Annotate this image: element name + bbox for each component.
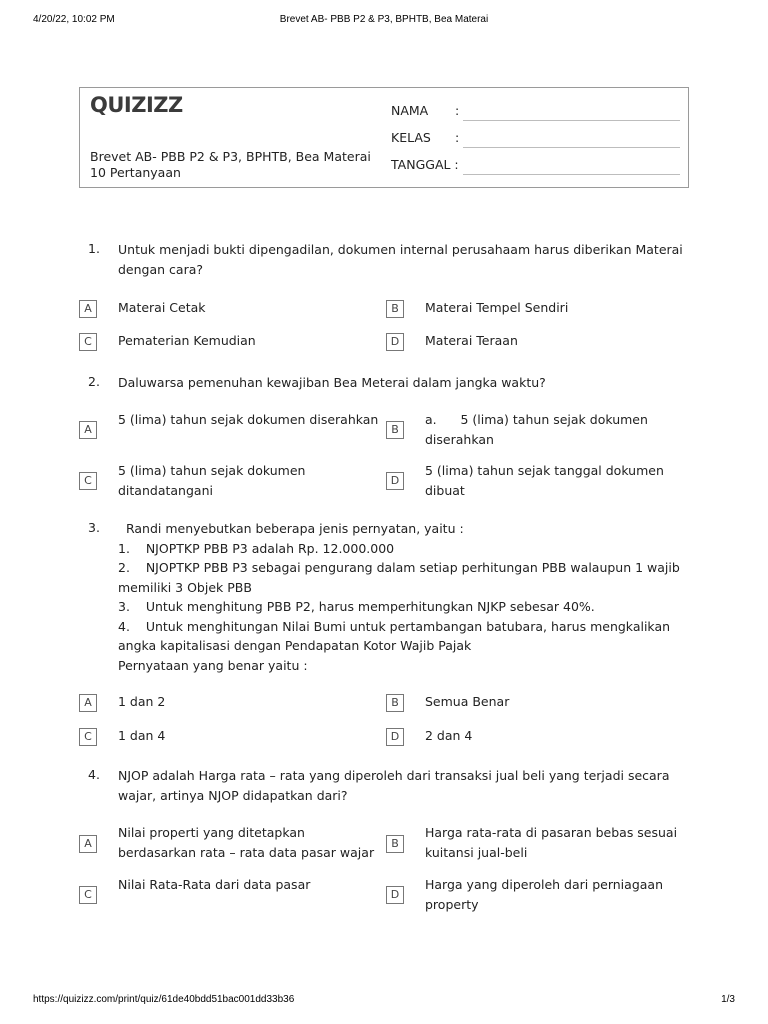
question-line: NJOP adalah Harga rata – rata yang diperoleh dari transaksi jual beli yang terjadi secara — [118, 768, 670, 783]
option-box-c[interactable]: C — [79, 472, 97, 490]
date-line[interactable] — [463, 174, 680, 175]
class-label: KELAS — [391, 130, 431, 145]
question-text — [118, 766, 693, 805]
option-text — [118, 875, 380, 895]
option-text — [118, 726, 378, 746]
name-line[interactable] — [463, 120, 680, 121]
question-line: 3. Untuk menghitung PBB P2, harus memperhitungkan NJKP sebesar 40%. — [118, 599, 595, 614]
question-line: Daluwarsa pemenuhan kewajiban Bea Meterai dalam jangka waktu? — [118, 375, 546, 390]
option-box-d[interactable]: D — [386, 886, 404, 904]
question-line: Randi menyebutkan beberapa jenis pernyatan, yaitu : — [118, 521, 464, 536]
question-number: 1. — [88, 241, 100, 256]
question-line: Untuk menjadi bukti dipengadilan, dokumen internal perusahaam harus diberikan Materai — [118, 242, 683, 257]
option-text — [118, 461, 380, 501]
question-line: 2. NJOPTKP PBB P3 sebagai pengurang dalam setiap perhitungan PBB walaupun 1 wajib — [118, 560, 680, 575]
option-line: diserahkan — [425, 432, 494, 447]
option-line: 1 dan 2 — [118, 694, 166, 709]
option-text — [425, 875, 693, 915]
option-box-d[interactable]: D — [386, 333, 404, 351]
question-line: 1. NJOPTKP PBB P3 adalah Rp. 12.000.000 — [118, 540, 395, 556]
option-line: Materai Cetak — [118, 300, 206, 315]
question-number: 3. — [88, 520, 100, 535]
option-text — [425, 298, 693, 318]
option-text — [118, 692, 378, 712]
option-line: 2 dan 4 — [425, 728, 473, 743]
option-line: property — [425, 897, 479, 912]
option-box-b[interactable]: B — [386, 835, 404, 853]
question-line: dengan cara? — [118, 261, 204, 277]
class-line[interactable] — [463, 147, 680, 148]
question-line: wajar, artinya NJOP didapatkan dari? — [118, 787, 348, 803]
option-text — [425, 410, 693, 450]
option-box-a[interactable]: A — [79, 835, 97, 853]
page-number: 1/3 — [721, 994, 735, 1005]
question-text — [118, 519, 693, 675]
question-line: memiliki 3 Objek PBB — [118, 579, 252, 595]
option-line: berdasarkan rata – rata data pasar wajar — [118, 845, 375, 860]
print-datetime: 4/20/22, 10:02 PM — [33, 14, 115, 25]
option-box-b[interactable]: B — [386, 300, 404, 318]
option-box-c[interactable]: C — [79, 886, 97, 904]
option-text — [118, 823, 380, 863]
question-count: 10 Pertanyaan — [90, 165, 181, 180]
option-box-a[interactable]: A — [79, 300, 97, 318]
quizizz-logo: QUIZIZZ — [90, 93, 183, 117]
option-box-d[interactable]: D — [386, 472, 404, 490]
option-line: 1 dan 4 — [118, 728, 166, 743]
option-line: Harga rata-rata di pasaran bebas sesuai — [425, 825, 678, 840]
option-text — [425, 726, 693, 746]
option-text — [425, 461, 693, 501]
option-line: Materai Tempel Sendiri — [425, 300, 569, 315]
question-text — [118, 373, 693, 393]
option-text — [425, 331, 693, 351]
option-box-c[interactable]: C — [79, 728, 97, 746]
option-line: Nilai Rata-Rata dari data pasar — [118, 877, 311, 892]
option-line: 5 (lima) tahun sejak dokumen diserahkan — [118, 412, 379, 427]
option-text — [118, 298, 378, 318]
option-line: Pematerian Kemudian — [118, 333, 256, 348]
question-number: 4. — [88, 767, 100, 782]
name-colon: : — [455, 103, 460, 118]
print-title: Brevet AB- PBB P2 & P3, BPHTB, Bea Materai — [279, 14, 489, 25]
option-text — [118, 410, 380, 430]
name-label: NAMA — [391, 103, 429, 118]
option-line: 5 (lima) tahun sejak dokumen — [118, 463, 306, 478]
option-line: Semua Benar — [425, 694, 510, 709]
option-box-c[interactable]: C — [79, 333, 97, 351]
print-url[interactable]: https://quizizz.com/print/quiz/61de40bdd51bac001dd33b36 — [33, 994, 295, 1005]
question-line: angka kapitalisasi dengan Pendapatan Kotor Wajib Pajak — [118, 638, 472, 653]
quiz-title: Brevet AB- PBB P2 & P3, BPHTB, Bea Materai — [90, 149, 371, 164]
class-colon: : — [455, 130, 460, 145]
option-line: Harga yang diperoleh dari perniagaan — [425, 877, 663, 892]
question-text — [118, 240, 693, 279]
option-box-b[interactable]: B — [386, 421, 404, 439]
option-line: ditandatangani — [118, 483, 213, 498]
option-line: kuitansi jual-beli — [425, 845, 528, 860]
option-line: Materai Teraan — [425, 333, 518, 348]
quiz-header-box — [79, 87, 689, 188]
date-label: TANGGAL : — [391, 157, 459, 172]
question-line: 4. Untuk menghitungan Nilai Bumi untuk pertambangan batubara, harus mengkalikan — [118, 618, 671, 634]
option-box-a[interactable]: A — [79, 421, 97, 439]
option-line: 5 (lima) tahun sejak tanggal dokumen — [425, 463, 664, 478]
option-box-d[interactable]: D — [386, 728, 404, 746]
question-line: Pernyataan yang benar yaitu : — [118, 657, 308, 673]
option-box-b[interactable]: B — [386, 694, 404, 712]
option-line: dibuat — [425, 483, 465, 498]
option-text — [425, 823, 693, 863]
option-box-a[interactable]: A — [79, 694, 97, 712]
question-number: 2. — [88, 374, 100, 389]
option-line: a. 5 (lima) tahun sejak dokumen — [425, 412, 648, 427]
option-text — [118, 331, 378, 351]
option-line: Nilai properti yang ditetapkan — [118, 825, 305, 840]
option-text — [425, 692, 693, 712]
